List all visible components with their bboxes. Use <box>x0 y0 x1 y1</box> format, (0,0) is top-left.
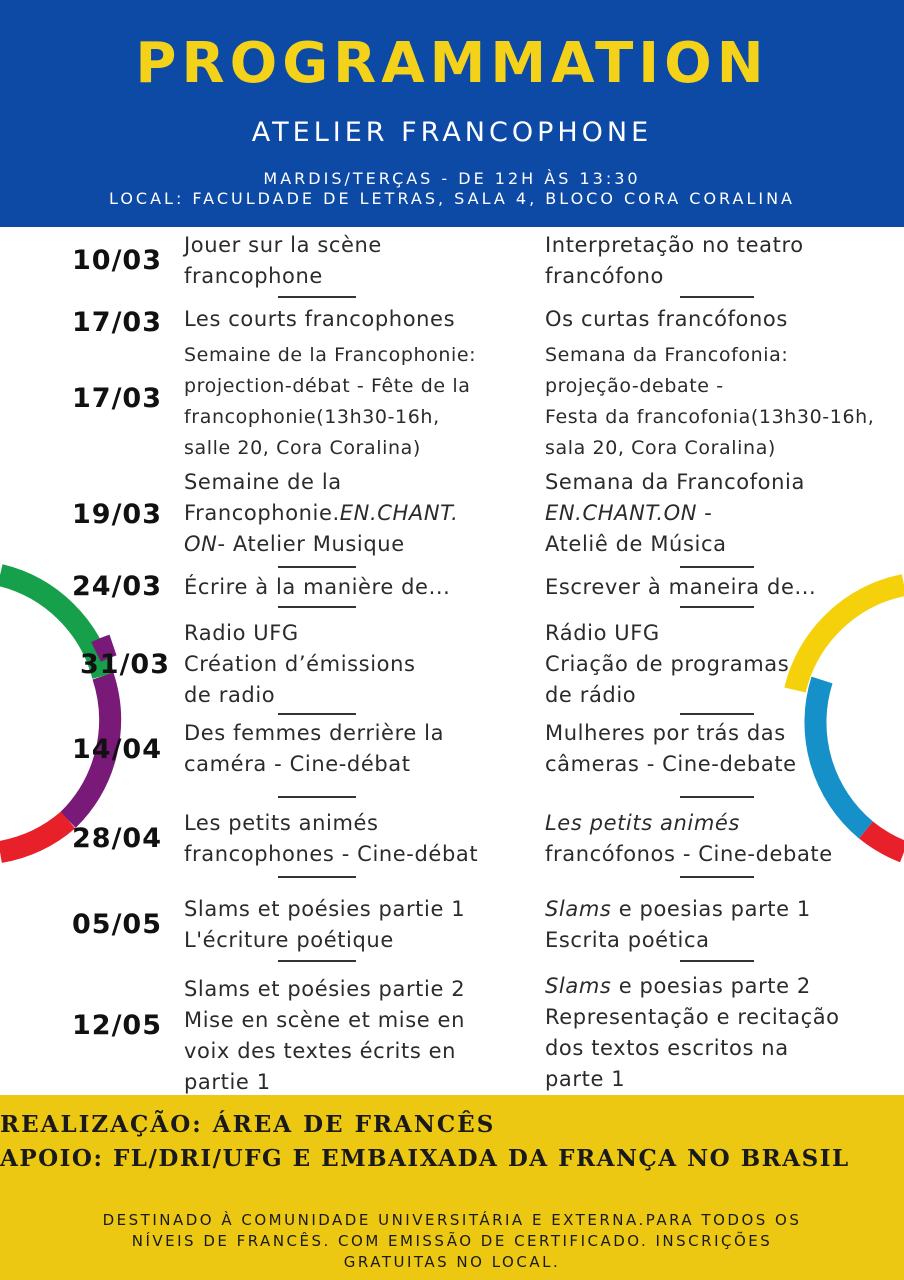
session-date: 14/04 <box>72 734 163 765</box>
footer-support: APOIO: FL/DRI/UFG E EMBAIXADA DA FRANÇA NO BRASIL <box>0 1145 850 1172</box>
footer-realization: REALIZAÇÃO: ÁREA DE FRANCÊS <box>0 1111 496 1138</box>
ring-left-red <box>0 820 68 852</box>
session-date: 28/04 <box>72 823 163 854</box>
divider <box>278 296 356 298</box>
session-date: 19/03 <box>72 499 163 530</box>
session-pt: Slams e poesias parte 1 Escrita poética <box>545 897 811 952</box>
divider <box>680 960 754 962</box>
divider <box>278 606 356 608</box>
session-date: 12/05 <box>72 1010 163 1041</box>
schedule-info: MARDIS/TERÇAS - DE 12H ÀS 13:30 <box>263 169 641 188</box>
session-fr: Des femmes derrière la caméra - Cine-débat <box>184 721 445 776</box>
header-banner <box>0 0 904 227</box>
session-pt: Semana da Francofonia: projeção-debate - Festa da francofonia(13h30-16h, sala 20, Cora Coralina) <box>545 344 875 459</box>
session-fr: Radio UFG Création d’émissions de radio <box>184 621 416 707</box>
session-fr: Les petits animés francophones - Cine-débat <box>184 811 479 866</box>
divider <box>680 566 754 568</box>
session-pt: Os curtas francófonos <box>545 307 788 331</box>
session-fr: Les courts francophones <box>184 307 456 331</box>
session-date: 10/03 <box>72 245 163 276</box>
session-pt: Interpretação no teatro francófono <box>545 233 804 288</box>
divider <box>278 960 356 962</box>
session-fr: Écrire à la manière de... <box>184 575 451 599</box>
page-title: PROGRAMMATION <box>135 31 769 96</box>
divider <box>680 876 754 878</box>
divider <box>278 566 356 568</box>
divider <box>278 713 356 715</box>
session-fr: Semaine de la Francophonie.EN.CHANT. ON- Atelier Musique <box>184 470 459 556</box>
divider <box>278 796 356 798</box>
divider <box>680 713 754 715</box>
divider <box>680 796 754 798</box>
session-pt: Rádio UFG Criação de programas de rádio <box>545 621 790 707</box>
session-date: 31/03 <box>80 649 171 680</box>
session-pt: Semana da Francofonia EN.CHANT.ON - Ateliê de Música <box>545 470 805 556</box>
divider <box>680 606 754 608</box>
session-fr: Jouer sur la scène francophone <box>184 233 382 288</box>
session-date: 24/03 <box>72 571 163 602</box>
session-pt: Mulheres por trás das câmeras - Cine-debate <box>545 721 797 776</box>
footer-note: DESTINADO À COMUNIDADE UNIVERSITÁRIA E EXTERNA.PARA TODOS OS NÍVEIS DE FRANCÊS. COM EMISSÃO DE CERTIFICADO. INSCRIÇÕES GRATUITAS NO LOCAL. <box>102 1211 802 1271</box>
location-info: LOCAL: FACULDADE DE LETRAS, SALA 4, BLOCO CORA CORALINA <box>108 189 795 208</box>
session-pt: Escrever à maneira de... <box>545 575 817 599</box>
session-fr: Slams et poésies partie 2 Mise en scène et mise en voix des textes écrits en partie 1 <box>184 977 466 1094</box>
divider <box>278 876 356 878</box>
page-subtitle: ATELIER FRANCOPHONE <box>251 117 653 148</box>
session-pt: Slams e poesias parte 2 Representação e recitação dos textos escritos na parte 1 <box>545 974 840 1091</box>
ring-right-red <box>866 830 904 852</box>
session-pt: Les petits animés francófonos - Cine-debate <box>545 811 833 866</box>
session-date: 05/05 <box>72 909 163 940</box>
divider <box>680 296 754 298</box>
session-fr: Slams et poésies partie 1 L'écriture poétique <box>184 897 466 952</box>
session-date: 17/03 <box>72 307 163 338</box>
session-date: 17/03 <box>72 383 163 414</box>
session-fr: Semaine de la Francophonie: projection-débat - Fête de la francophonie(13h30-16h, salle 20, Cora Coralina) <box>184 344 477 459</box>
